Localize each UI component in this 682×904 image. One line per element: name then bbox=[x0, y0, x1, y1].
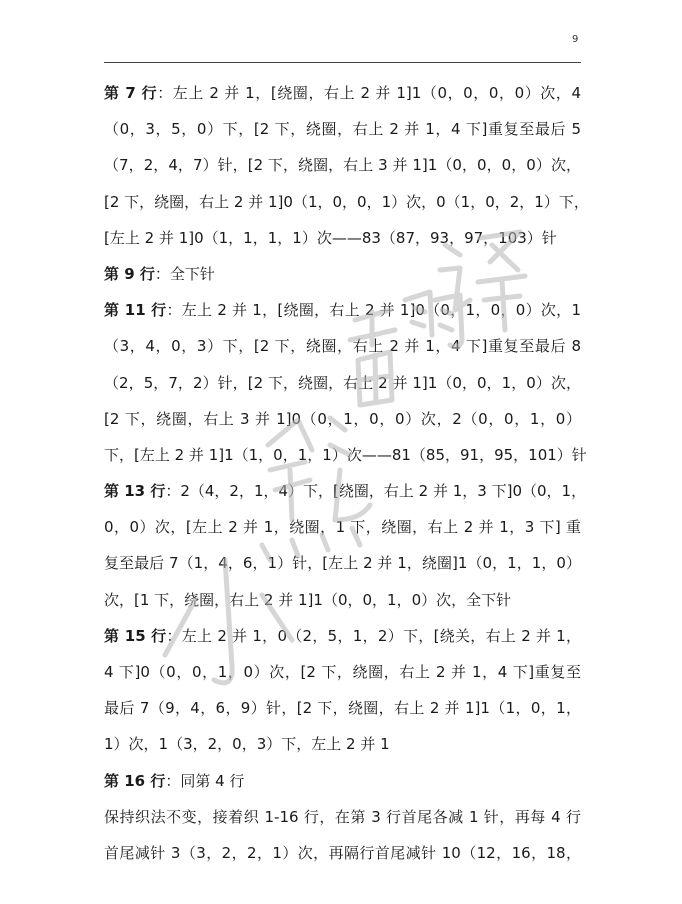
text-line bbox=[104, 690, 581, 726]
row-label: 第 7 行 bbox=[104, 84, 158, 102]
text-line bbox=[104, 292, 581, 328]
line-text: 次，[1 下，绕圈，右上 2 并 1]1（0，0，1，0）次，全下针 bbox=[104, 590, 512, 609]
line-text: （0，3，5，0）下，[2 下，绕圈，右上 2 并 1，4 下]重复至最后 5 bbox=[104, 120, 581, 139]
header-rule bbox=[104, 62, 581, 63]
line-text: 复至最后 7（1，4，6，1）针，[左上 2 并 1，绕圈]1（0，1，1，0） bbox=[104, 554, 581, 573]
line-text: 0，0）次，[左上 2 并 1，绕圈，1 下，绕圈，右上 2 并 1，3 下] 重 bbox=[104, 518, 581, 537]
text-line bbox=[104, 147, 581, 183]
line-text: [左上 2 并 1]0（1，1，1，1）次——83（87，93，97，103）针 bbox=[104, 228, 557, 247]
line-text: [2 下，绕圈，右上 2 并 1]0（1，0，0，1）次，0（1，0，2，1）下， bbox=[104, 192, 589, 211]
text-line bbox=[104, 473, 587, 509]
row-label: 第 9 行 bbox=[104, 264, 155, 283]
line-text: ：同第 4 行 bbox=[165, 771, 245, 790]
text-line bbox=[104, 328, 581, 364]
line-text: ：左上 2 并 1，[绕圈，右上 2 并 1]0（0，1，0，0）次，1 bbox=[166, 301, 581, 320]
line-text: （7，2，4，7）针，[2 下，绕圈，右上 3 并 1]1（0，0，0，0）次， bbox=[104, 156, 581, 175]
line-text: 下，[左上 2 并 1]1（1，0，1，1）次——81（85，91，95，101）针 bbox=[104, 445, 587, 464]
row-label: 第 13 行 bbox=[104, 482, 166, 501]
line-text: 1）次，1（3，2，0，3）下，左上 2 并 1 bbox=[104, 735, 390, 754]
text-line bbox=[104, 545, 581, 581]
text-line bbox=[104, 401, 581, 437]
row-label: 第 11 行 bbox=[104, 301, 167, 320]
text-line bbox=[104, 726, 581, 762]
document-body bbox=[104, 75, 589, 871]
text-line bbox=[104, 509, 581, 545]
line-text: 4 下]0（0，0，1，0）次，[2 下，绕圈，右上 2 并 1，4 下]重复至 bbox=[104, 663, 581, 681]
line-text: ：2（4，2，1，4）下，[绕圈，右上 2 并 1，3 下]0（0，1， bbox=[165, 482, 587, 501]
line-text: 最后 7（9，4，6，9）针，[2 下，绕圈，右上 2 并 1]1（1，0，1， bbox=[104, 699, 581, 718]
line-text: （2，5，7，2）针，[2 下，绕圈，右上 2 并 1]1（0，0，1，0）次， bbox=[104, 373, 581, 392]
row-label: 第 15 行 bbox=[104, 626, 167, 645]
text-line bbox=[104, 184, 589, 220]
text-line bbox=[104, 835, 581, 871]
text-line bbox=[104, 582, 581, 618]
line-text: ：左上 2 并 1，0（2，5，1，2）下，[绕关，右上 2 并 1， bbox=[166, 626, 581, 645]
text-line bbox=[104, 799, 581, 835]
text-line bbox=[104, 75, 581, 111]
line-text: ：全下针 bbox=[154, 264, 215, 283]
text-line bbox=[104, 763, 581, 799]
text-line bbox=[104, 111, 581, 147]
text-line bbox=[104, 437, 587, 473]
text-line bbox=[104, 618, 581, 654]
line-text: ：左上 2 并 1，[绕圈，右上 2 并 1]1（0，0，0，0）次，4 bbox=[157, 84, 582, 102]
line-text: （3，4，0，3）下，[2 下，绕圈，右上 2 并 1，4 下]重复至最后 8 bbox=[104, 337, 581, 356]
text-line bbox=[104, 256, 581, 292]
text-line bbox=[104, 365, 581, 401]
line-text: 首尾减针 3（3，2，2，1）次，再隔行首尾减针 10（12，16，18， bbox=[104, 843, 581, 862]
line-text: [2 下，绕圈，右上 3 并 1]0（0，1，0，0）次，2（0，0，1，0） bbox=[104, 409, 581, 428]
row-label: 第 16 行 bbox=[104, 771, 166, 790]
line-text: 保持织法不变，接着织 1-16 行，在第 3 行首尾各减 1 针，再每 4 行 bbox=[104, 807, 581, 826]
page-number: 9 bbox=[572, 34, 579, 45]
text-line bbox=[104, 220, 581, 256]
text-line bbox=[104, 654, 581, 690]
